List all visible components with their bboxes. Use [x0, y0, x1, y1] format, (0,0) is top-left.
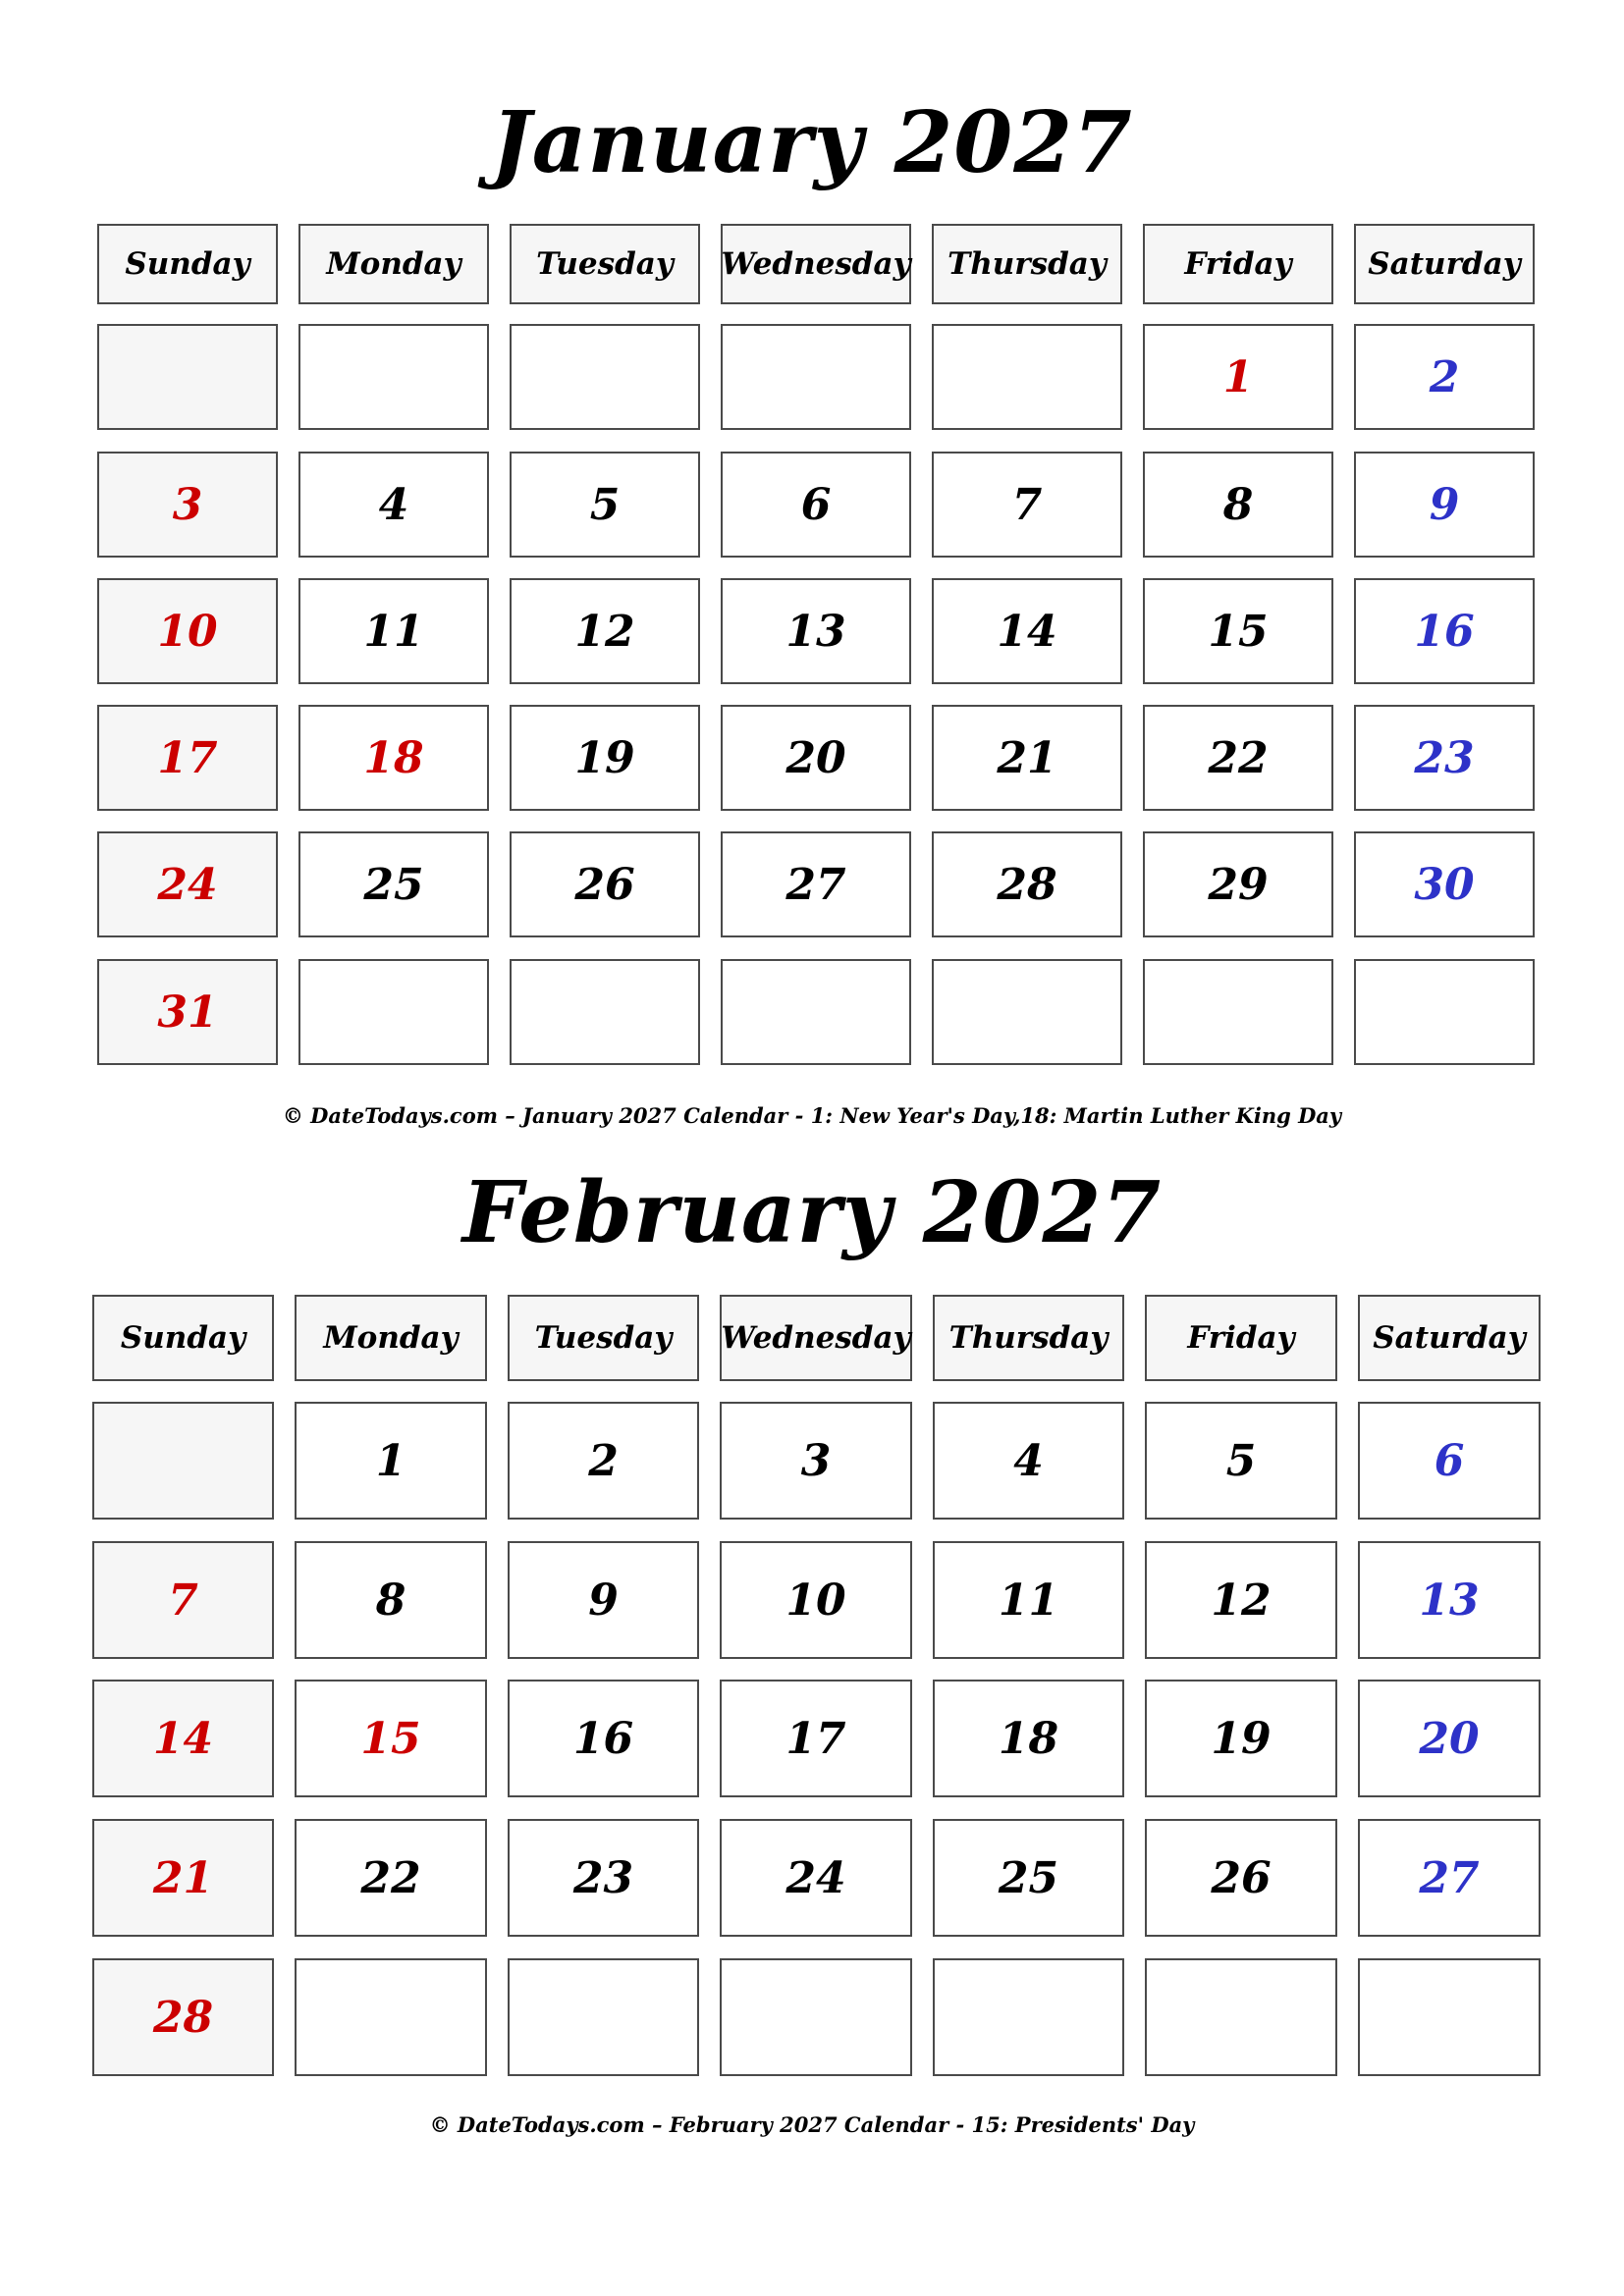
day-cell: 2 — [1354, 324, 1535, 430]
day-cell: 19 — [510, 705, 700, 811]
day-cell: 10 — [720, 1541, 912, 1659]
empty-day-cell — [720, 1958, 912, 2076]
day-cell: 18 — [298, 705, 489, 811]
day-cell: 5 — [1145, 1402, 1337, 1520]
day-cell: 2 — [508, 1402, 699, 1520]
day-cell: 28 — [932, 831, 1122, 937]
day-cell: 28 — [92, 1958, 274, 2076]
empty-day-cell — [1358, 1958, 1541, 2076]
day-cell: 25 — [933, 1819, 1124, 1937]
day-cell: 1 — [295, 1402, 487, 1520]
month-title: February 2027 — [461, 1163, 1163, 1262]
day-cell: 17 — [720, 1680, 912, 1797]
day-cell: 8 — [1143, 452, 1333, 558]
weekday-header: Saturday — [1358, 1295, 1541, 1381]
empty-day-cell — [1143, 959, 1333, 1065]
day-cell: 12 — [1145, 1541, 1337, 1659]
day-cell: 14 — [932, 578, 1122, 684]
day-cell: 14 — [92, 1680, 274, 1797]
empty-day-cell — [1145, 1958, 1337, 2076]
month-title: January 2027 — [491, 93, 1133, 192]
day-cell: 18 — [933, 1680, 1124, 1797]
day-cell: 9 — [508, 1541, 699, 1659]
day-cell: 20 — [1358, 1680, 1541, 1797]
day-cell: 26 — [510, 831, 700, 937]
day-cell: 7 — [92, 1541, 274, 1659]
footer-caption: © DateTodays.com – February 2027 Calendar - 15: Presidents' Day — [429, 2112, 1195, 2137]
day-cell: 24 — [720, 1819, 912, 1937]
day-cell: 25 — [298, 831, 489, 937]
weekday-header: Thursday — [933, 1295, 1124, 1381]
day-cell: 20 — [721, 705, 911, 811]
day-cell: 11 — [298, 578, 489, 684]
day-cell: 23 — [508, 1819, 699, 1937]
day-cell: 10 — [97, 578, 278, 684]
empty-day-cell — [508, 1958, 699, 2076]
weekday-header: Friday — [1145, 1295, 1337, 1381]
day-cell: 15 — [295, 1680, 487, 1797]
empty-day-cell — [932, 324, 1122, 430]
empty-day-cell — [92, 1402, 274, 1520]
day-cell: 27 — [721, 831, 911, 937]
day-cell: 8 — [295, 1541, 487, 1659]
day-cell: 19 — [1145, 1680, 1337, 1797]
weekday-header: Tuesday — [510, 224, 700, 304]
day-cell: 7 — [932, 452, 1122, 558]
day-cell: 5 — [510, 452, 700, 558]
day-cell: 12 — [510, 578, 700, 684]
weekday-header: Wednesday — [721, 224, 911, 304]
day-cell: 1 — [1143, 324, 1333, 430]
day-cell: 23 — [1354, 705, 1535, 811]
empty-day-cell — [932, 959, 1122, 1065]
day-cell: 13 — [1358, 1541, 1541, 1659]
empty-day-cell — [298, 959, 489, 1065]
weekday-header: Monday — [298, 224, 489, 304]
weekday-header: Sunday — [97, 224, 278, 304]
day-cell: 3 — [97, 452, 278, 558]
empty-day-cell — [721, 324, 911, 430]
day-cell: 3 — [720, 1402, 912, 1520]
weekday-header: Saturday — [1354, 224, 1535, 304]
day-cell: 9 — [1354, 452, 1535, 558]
day-cell: 22 — [295, 1819, 487, 1937]
empty-day-cell — [97, 324, 278, 430]
day-cell: 21 — [92, 1819, 274, 1937]
day-cell: 16 — [508, 1680, 699, 1797]
day-cell: 17 — [97, 705, 278, 811]
empty-day-cell — [933, 1958, 1124, 2076]
weekday-header: Monday — [295, 1295, 487, 1381]
day-cell: 31 — [97, 959, 278, 1065]
footer-caption: © DateTodays.com – January 2027 Calendar - 1: New Year's Day,18: Martin Luther King Day — [282, 1103, 1342, 1128]
day-cell: 16 — [1354, 578, 1535, 684]
day-cell: 29 — [1143, 831, 1333, 937]
weekday-header: Wednesday — [720, 1295, 912, 1381]
empty-day-cell — [298, 324, 489, 430]
empty-day-cell — [1354, 959, 1535, 1065]
day-cell: 11 — [933, 1541, 1124, 1659]
day-cell: 21 — [932, 705, 1122, 811]
day-cell: 6 — [1358, 1402, 1541, 1520]
empty-day-cell — [295, 1958, 487, 2076]
weekday-header: Friday — [1143, 224, 1333, 304]
day-cell: 27 — [1358, 1819, 1541, 1937]
empty-day-cell — [510, 324, 700, 430]
day-cell: 22 — [1143, 705, 1333, 811]
day-cell: 13 — [721, 578, 911, 684]
empty-day-cell — [721, 959, 911, 1065]
weekday-header: Tuesday — [508, 1295, 699, 1381]
day-cell: 6 — [721, 452, 911, 558]
weekday-header: Thursday — [932, 224, 1122, 304]
weekday-header: Sunday — [92, 1295, 274, 1381]
day-cell: 30 — [1354, 831, 1535, 937]
empty-day-cell — [510, 959, 700, 1065]
day-cell: 4 — [298, 452, 489, 558]
day-cell: 24 — [97, 831, 278, 937]
day-cell: 26 — [1145, 1819, 1337, 1937]
day-cell: 15 — [1143, 578, 1333, 684]
day-cell: 4 — [933, 1402, 1124, 1520]
